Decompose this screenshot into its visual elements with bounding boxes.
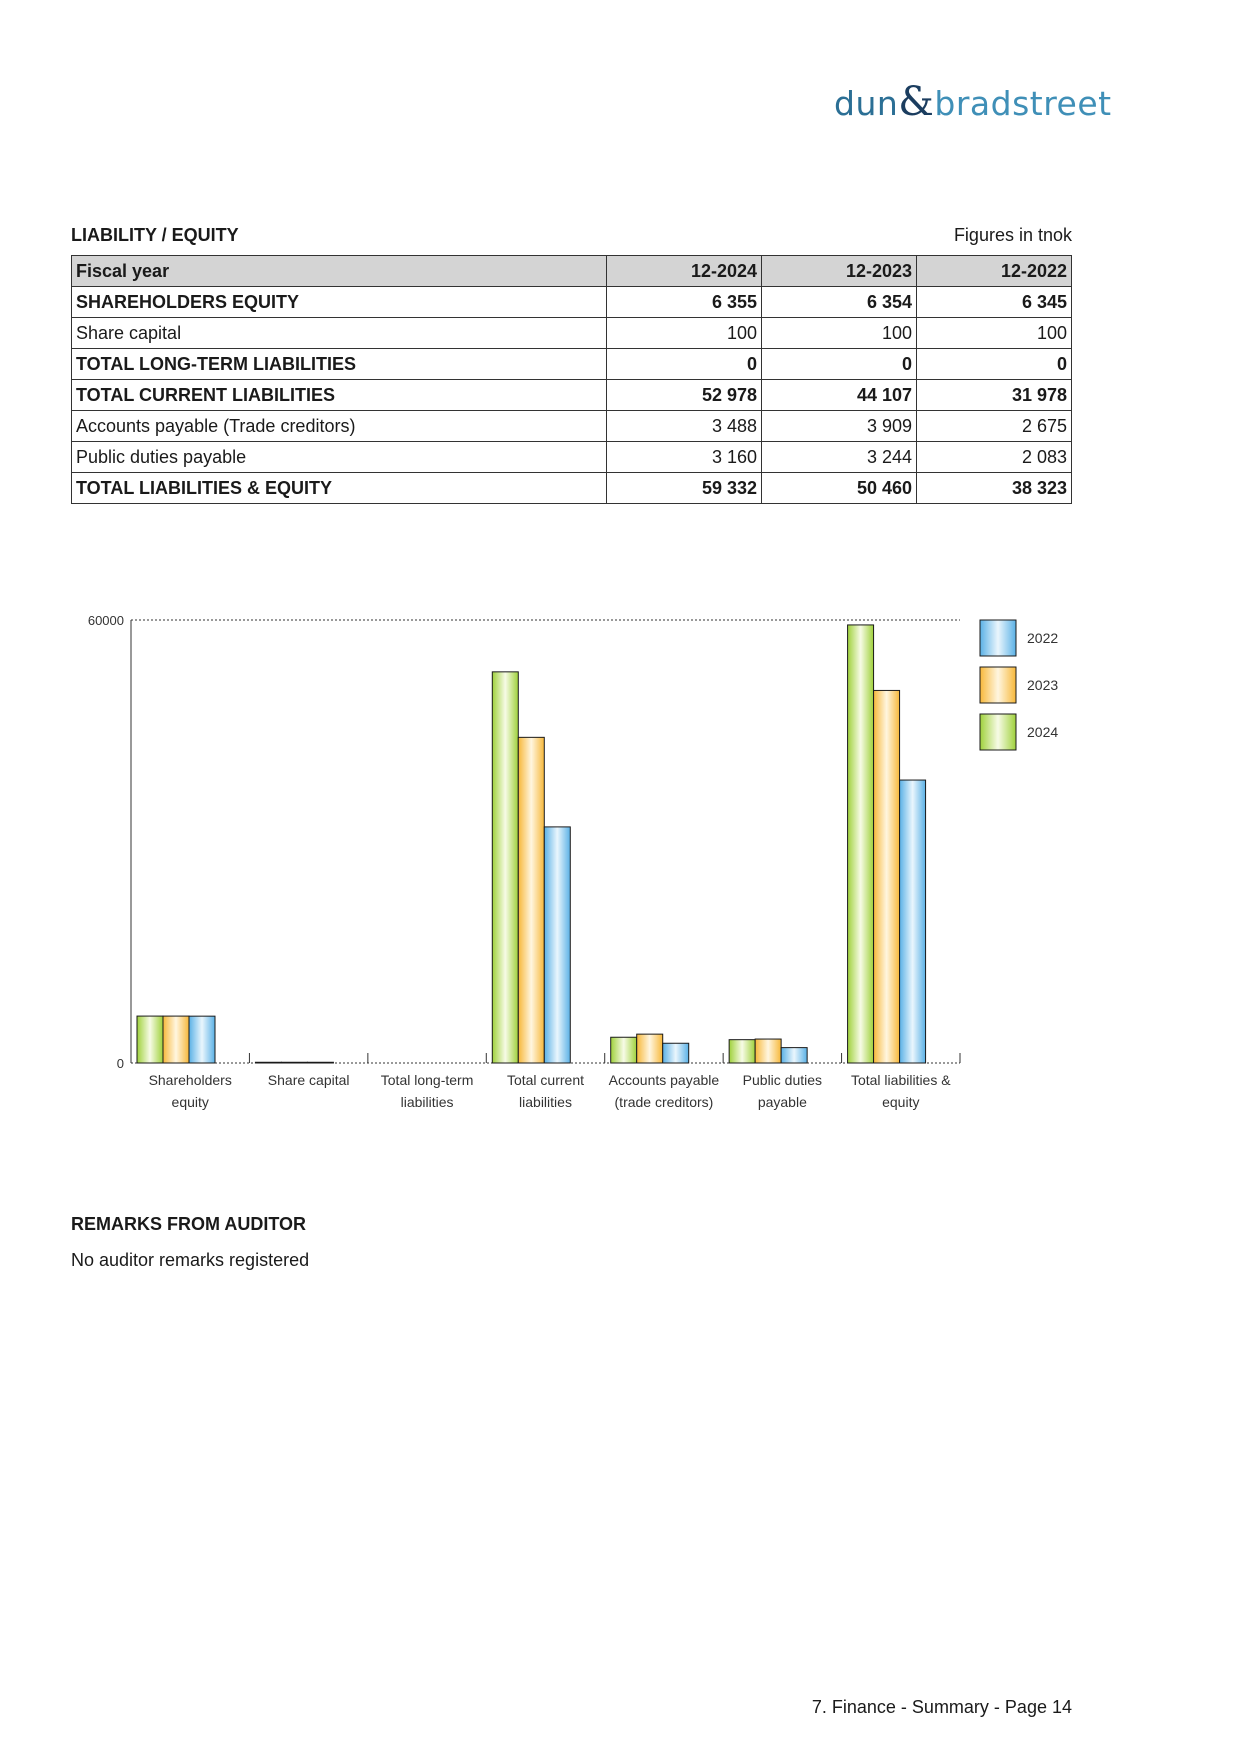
table-row [72,318,1072,349]
row-value-2023: 3 909 [762,411,917,442]
table-row [72,442,1072,473]
table-row [72,473,1072,504]
table-row [72,380,1072,411]
row-value-2022: 0 [917,349,1072,380]
remarks-text: No auditor remarks registered [71,1250,310,1270]
row-value-2024: 52 978 [607,380,762,411]
x-tick-label: Total current [506,1072,585,1088]
header-2023: 12-2023 [762,256,917,287]
x-tick-label: liabilities [400,1094,454,1110]
x-tick-label: Total long-term [380,1072,474,1088]
legend-label-2024: 2024 [1027,724,1059,740]
figures-unit-note: Figures in tnok [953,225,1072,245]
bar-2024-1 [255,1062,281,1063]
header-2022: 12-2022 [917,256,1072,287]
legend-swatch-2024 [980,714,1016,750]
x-tick-label: (trade creditors) [614,1094,714,1110]
row-value-2024: 3 488 [607,411,762,442]
row-label: SHAREHOLDERS EQUITY [72,287,607,318]
bar-2024-5 [729,1040,755,1063]
legend-swatch-2023 [980,667,1016,703]
bar-2023-4 [637,1034,663,1063]
legend-swatch-2022 [980,620,1016,656]
x-tick-label: Public duties [742,1072,823,1088]
remarks-title: REMARKS FROM AUDITOR [71,1214,306,1234]
bar-2024-0 [137,1016,163,1063]
x-tick-label: liabilities [519,1094,572,1110]
x-tick-label: Shareholders [148,1072,232,1088]
bar-2023-0 [163,1016,189,1063]
row-value-2022: 31 978 [917,380,1072,411]
row-value-2024: 0 [607,349,762,380]
x-tick-label: Accounts payable [608,1072,720,1088]
dun-bradstreet-logo [834,78,1112,126]
x-tick-label: equity [882,1094,920,1110]
row-label: TOTAL LIABILITIES & EQUITY [72,473,607,504]
table-row [72,349,1072,380]
row-value-2024: 6 355 [607,287,762,318]
row-value-2023: 0 [762,349,917,380]
row-value-2024: 100 [607,318,762,349]
row-label: Share capital [72,318,607,349]
row-value-2024: 3 160 [607,442,762,473]
bar-2022-6 [900,780,926,1063]
table-row [72,287,1072,318]
row-value-2023: 6 354 [762,287,917,318]
row-label: TOTAL LONG-TERM LIABILITIES [72,349,607,380]
logo-text-dun: dun [834,84,899,123]
bar-2023-5 [755,1039,781,1063]
logo-text-bradstreet: bradstreet [934,84,1112,123]
row-value-2024: 59 332 [607,473,762,504]
row-value-2023: 50 460 [762,473,917,504]
bar-2022-5 [781,1048,807,1063]
x-tick-label: Share capital [267,1072,350,1088]
row-value-2023: 100 [762,318,917,349]
y-tick-label: 0 [116,1056,124,1071]
bar-2024-4 [611,1037,637,1063]
table-row [72,411,1072,442]
header-fiscal-year: Fiscal year [72,256,607,287]
section-title: LIABILITY / EQUITY [71,225,239,245]
bar-2023-6 [874,690,900,1063]
bar-2022-3 [544,827,570,1063]
legend-label-2022: 2022 [1027,630,1059,646]
row-value-2023: 44 107 [762,380,917,411]
bar-2022-4 [663,1043,689,1063]
bar-2023-3 [518,737,544,1063]
row-label: Accounts payable (Trade creditors) [72,411,607,442]
bar-2024-3 [492,672,518,1063]
row-value-2023: 3 244 [762,442,917,473]
bar-2023-1 [281,1062,307,1063]
row-value-2022: 6 345 [917,287,1072,318]
liability-equity-table [71,255,1072,504]
row-value-2022: 2 083 [917,442,1072,473]
row-label: TOTAL CURRENT LIABILITIES [72,380,607,411]
bar-2024-6 [848,625,874,1063]
row-label: Public duties payable [72,442,607,473]
x-tick-label: Total liabilities & [850,1072,951,1088]
liability-equity-bar-chart [0,600,1241,1120]
legend-label-2023: 2023 [1027,677,1059,693]
bar-2022-0 [189,1016,215,1063]
bar-2022-1 [307,1062,333,1063]
table-header-row [72,256,1072,287]
row-value-2022: 2 675 [917,411,1072,442]
row-value-2022: 100 [917,318,1072,349]
header-2024: 12-2024 [607,256,762,287]
row-value-2022: 38 323 [917,473,1072,504]
y-tick-label: 60000 [87,613,124,628]
x-tick-label: payable [757,1094,807,1110]
x-tick-label: equity [171,1094,209,1110]
logo-ampersand: & [898,79,935,125]
page-footer: 7. Finance - Summary - Page 14 [811,1697,1072,1717]
